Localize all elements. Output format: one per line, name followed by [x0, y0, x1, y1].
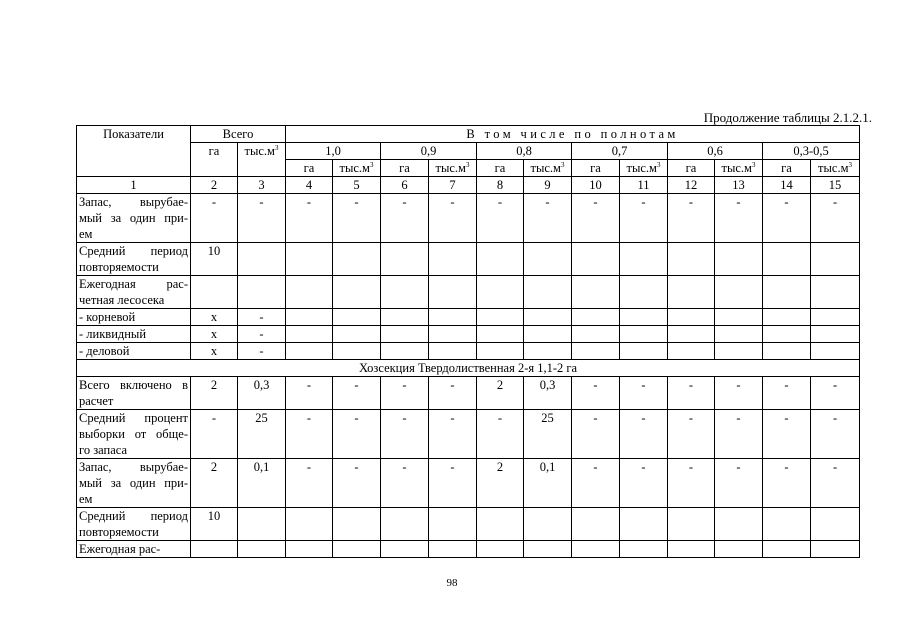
header-total-ha: га — [191, 143, 238, 177]
table-cell: 0,1 — [238, 459, 286, 508]
table-cell — [763, 243, 811, 276]
row-label: - деловой — [77, 343, 191, 360]
table-cell: - — [572, 410, 620, 459]
table-cell: х — [191, 326, 238, 343]
table-cell — [477, 541, 524, 558]
table-cell: 2 — [477, 377, 524, 410]
table-cell — [429, 343, 477, 360]
section-title: Хозсекция Твердолиственная 2-я 1,1-2 га — [77, 360, 860, 377]
table-cell: - — [286, 410, 333, 459]
table-cell — [429, 243, 477, 276]
table-cell — [763, 541, 811, 558]
table-cell — [715, 343, 763, 360]
table-cell — [524, 243, 572, 276]
table-cell: - — [477, 410, 524, 459]
column-number: 7 — [429, 177, 477, 194]
table-cell — [620, 508, 668, 541]
table-cell — [572, 276, 620, 309]
column-number: 9 — [524, 177, 572, 194]
table-cell — [620, 541, 668, 558]
column-number: 4 — [286, 177, 333, 194]
column-number: 10 — [572, 177, 620, 194]
table-row — [77, 508, 860, 541]
table-cell: - — [333, 194, 381, 243]
table-cell: - — [477, 194, 524, 243]
table-cell: - — [668, 459, 715, 508]
header-unit-ha: га — [668, 160, 715, 177]
column-number: 3 — [238, 177, 286, 194]
table-cell: - — [715, 194, 763, 243]
table-cell: - — [429, 377, 477, 410]
header-unit-ha: га — [286, 160, 333, 177]
table-cell — [811, 343, 860, 360]
table-cell — [811, 276, 860, 309]
table-cell — [715, 243, 763, 276]
table-cell — [620, 243, 668, 276]
row-label: Всего включено в расчет — [77, 377, 191, 410]
table-cell: - — [429, 194, 477, 243]
table-cell — [333, 276, 381, 309]
table-cell: - — [572, 194, 620, 243]
header-density-6: 0,3-0,5 — [763, 143, 860, 160]
table-cell: - — [381, 459, 429, 508]
table-row — [77, 377, 860, 410]
table-cell: - — [668, 194, 715, 243]
table-cell — [238, 508, 286, 541]
table-cell: 10 — [191, 508, 238, 541]
table-cell: - — [191, 194, 238, 243]
table-cell — [524, 508, 572, 541]
table-cell: - — [286, 459, 333, 508]
column-number: 11 — [620, 177, 668, 194]
table-cell — [333, 541, 381, 558]
table-cell — [811, 326, 860, 343]
table-cell — [811, 243, 860, 276]
table-cell: - — [620, 377, 668, 410]
table-cell — [811, 541, 860, 558]
table-cell — [429, 508, 477, 541]
column-number: 12 — [668, 177, 715, 194]
table-cell: - — [238, 326, 286, 343]
table-cell: - — [620, 459, 668, 508]
table-cell — [429, 541, 477, 558]
table-cell — [572, 508, 620, 541]
row-label: Ежегодная рас- — [77, 541, 191, 558]
table-row — [77, 326, 860, 343]
table-cell — [381, 343, 429, 360]
table-cell — [620, 326, 668, 343]
table-cell: - — [429, 459, 477, 508]
table-cell: 10 — [191, 243, 238, 276]
table-cell: - — [811, 459, 860, 508]
table-cell — [524, 309, 572, 326]
table-cell — [477, 343, 524, 360]
header-unit-volume: $тыс.м^3$ — [811, 160, 860, 177]
table-cell: - — [333, 377, 381, 410]
table-cell — [763, 343, 811, 360]
table-cell: - — [763, 377, 811, 410]
section-row — [77, 360, 860, 377]
table-cell: - — [381, 194, 429, 243]
header-density-4: 0,7 — [572, 143, 668, 160]
table-cell: - — [286, 377, 333, 410]
row-label: - корневой — [77, 309, 191, 326]
row-label: Средний процент выборки от обще- го запаса — [77, 410, 191, 459]
table-row — [77, 410, 860, 459]
row-label: Средний период повторяемости — [77, 243, 191, 276]
table-cell — [572, 309, 620, 326]
table-cell — [333, 326, 381, 343]
table-cell: - — [333, 459, 381, 508]
table-cell — [763, 276, 811, 309]
header-density-2: 0,9 — [381, 143, 477, 160]
table-cell — [238, 541, 286, 558]
table-cell — [572, 541, 620, 558]
header-row-1 — [77, 126, 860, 143]
table-cell — [286, 243, 333, 276]
table-cell: - — [620, 410, 668, 459]
table-cell — [333, 343, 381, 360]
column-number: 14 — [763, 177, 811, 194]
table-cell — [668, 541, 715, 558]
header-total: Всего — [191, 126, 286, 143]
table-cell: - — [191, 410, 238, 459]
table-cell — [381, 243, 429, 276]
table-cell — [668, 508, 715, 541]
table-caption: Продолжение таблицы 2.1.2.1. — [703, 110, 872, 125]
table-cell: - — [572, 459, 620, 508]
table-cell: - — [715, 410, 763, 459]
table-cell: 25 — [238, 410, 286, 459]
row-label: Запас, вырубае- мый за один при- ем — [77, 459, 191, 508]
table-cell: 2 — [191, 459, 238, 508]
header-row-numbers — [77, 177, 860, 194]
table-cell — [477, 276, 524, 309]
header-by-density: В том числе по полнотам — [286, 126, 860, 143]
table-cell: - — [524, 194, 572, 243]
header-indicators: Показатели — [77, 126, 191, 177]
header-row-2 — [77, 143, 860, 160]
table-cell — [381, 309, 429, 326]
table-cell: - — [429, 410, 477, 459]
table-cell — [524, 343, 572, 360]
table-cell: - — [620, 194, 668, 243]
table-cell: - — [333, 410, 381, 459]
table-cell — [715, 309, 763, 326]
table-cell: - — [715, 377, 763, 410]
table-cell — [429, 309, 477, 326]
table-cell — [191, 276, 238, 309]
header-unit-volume: $тыс.м^3$ — [524, 160, 572, 177]
table-cell: - — [811, 194, 860, 243]
table-cell — [668, 343, 715, 360]
table-row — [77, 276, 860, 309]
table-cell — [620, 343, 668, 360]
table-cell — [715, 326, 763, 343]
header-density-3: 0,8 — [477, 143, 572, 160]
table-cell — [811, 309, 860, 326]
header-total-volume: $тыс.м^3$ — [238, 143, 286, 177]
table-cell: - — [668, 377, 715, 410]
table-row — [77, 309, 860, 326]
table-cell — [715, 276, 763, 309]
table-cell — [286, 276, 333, 309]
table-cell: 25 — [524, 410, 572, 459]
column-number: 15 — [811, 177, 860, 194]
header-unit-ha: га — [763, 160, 811, 177]
table-cell — [191, 541, 238, 558]
page-number: 98 — [446, 577, 458, 589]
table-cell — [477, 508, 524, 541]
header-unit-volume: $тыс.м^3$ — [333, 160, 381, 177]
header-unit-ha: га — [572, 160, 620, 177]
header-density-5: 0,6 — [668, 143, 763, 160]
table-cell: - — [286, 194, 333, 243]
table-cell: 0,3 — [524, 377, 572, 410]
forest-inventory-table — [76, 125, 860, 558]
table-cell: 0,1 — [524, 459, 572, 508]
table-cell — [333, 508, 381, 541]
table-cell: - — [238, 194, 286, 243]
table-cell: - — [238, 343, 286, 360]
column-number: 5 — [333, 177, 381, 194]
row-label: Запас, вырубае- мый за один при- ем — [77, 194, 191, 243]
table-cell — [763, 326, 811, 343]
column-number: 8 — [477, 177, 524, 194]
table-cell: - — [811, 410, 860, 459]
table-cell: - — [668, 410, 715, 459]
header-unit-ha: га — [381, 160, 429, 177]
row-label: Ежегодная рас- четная лесосека — [77, 276, 191, 309]
table-cell — [286, 343, 333, 360]
table-cell: 0,3 — [238, 377, 286, 410]
table-cell — [668, 243, 715, 276]
table-cell — [620, 309, 668, 326]
table-cell — [668, 309, 715, 326]
table-cell — [286, 541, 333, 558]
table-cell — [477, 243, 524, 276]
table-cell — [238, 243, 286, 276]
table-cell — [524, 326, 572, 343]
column-number: 1 — [77, 177, 191, 194]
table-cell — [620, 276, 668, 309]
table-cell — [381, 326, 429, 343]
table-cell: - — [572, 377, 620, 410]
header-unit-volume: $тыс.м^3$ — [429, 160, 477, 177]
table-cell — [333, 309, 381, 326]
table-cell — [381, 276, 429, 309]
table-cell: 2 — [477, 459, 524, 508]
header-density-1: 1,0 — [286, 143, 381, 160]
row-label: Средний период повторяемости — [77, 508, 191, 541]
table-cell — [763, 309, 811, 326]
table-cell — [524, 276, 572, 309]
table-row — [77, 243, 860, 276]
table-cell — [763, 508, 811, 541]
table-cell: - — [715, 459, 763, 508]
table-cell: 2 — [191, 377, 238, 410]
table-cell — [668, 276, 715, 309]
table-cell — [477, 309, 524, 326]
column-number: 6 — [381, 177, 429, 194]
table-cell — [286, 309, 333, 326]
table-cell: - — [763, 410, 811, 459]
table-row — [77, 459, 860, 508]
table-cell — [477, 326, 524, 343]
table-cell — [429, 326, 477, 343]
header-unit-volume: $тыс.м^3$ — [715, 160, 763, 177]
table-cell: - — [238, 309, 286, 326]
table-row — [77, 343, 860, 360]
table-cell — [333, 243, 381, 276]
table-cell: - — [763, 459, 811, 508]
table-cell — [238, 276, 286, 309]
table-cell — [286, 326, 333, 343]
table-cell — [811, 508, 860, 541]
table-cell — [524, 541, 572, 558]
table-cell: - — [381, 377, 429, 410]
table-cell: х — [191, 309, 238, 326]
table-cell: х — [191, 343, 238, 360]
table-cell — [381, 541, 429, 558]
column-number: 2 — [191, 177, 238, 194]
table-cell — [381, 508, 429, 541]
table-cell — [572, 326, 620, 343]
table-cell — [715, 541, 763, 558]
table-row — [77, 194, 860, 243]
table-cell — [286, 508, 333, 541]
table-cell: - — [763, 194, 811, 243]
table-cell — [572, 243, 620, 276]
table-cell — [715, 508, 763, 541]
table-cell — [429, 276, 477, 309]
table-cell — [668, 326, 715, 343]
row-label: - ликвидный — [77, 326, 191, 343]
column-number: 13 — [715, 177, 763, 194]
header-unit-volume: $тыс.м^3$ — [620, 160, 668, 177]
table-cell: - — [811, 377, 860, 410]
header-unit-ha: га — [477, 160, 524, 177]
table-cell: - — [381, 410, 429, 459]
table-cell — [572, 343, 620, 360]
table-row — [77, 541, 860, 558]
